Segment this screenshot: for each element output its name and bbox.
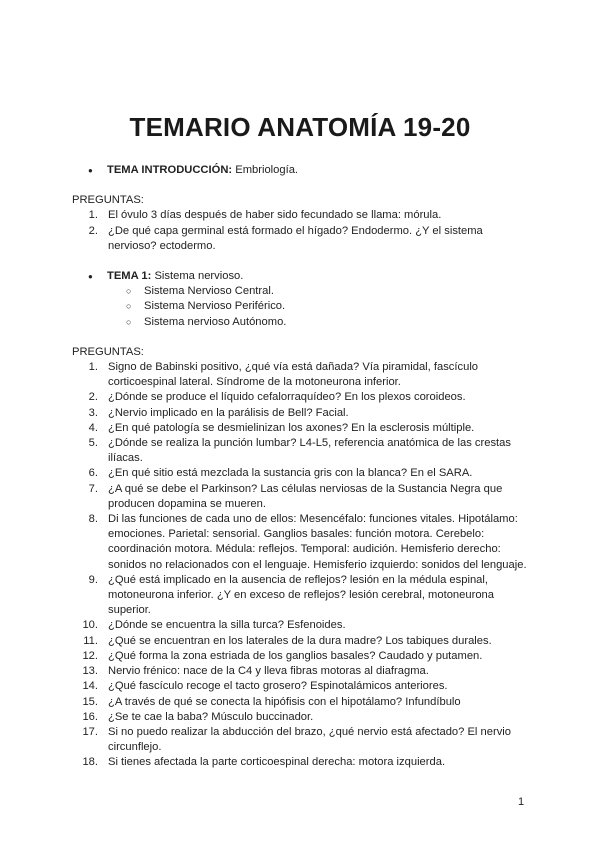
question-number: 17. bbox=[82, 725, 98, 738]
question-item bbox=[72, 421, 532, 436]
tema1-subitem: ○ Sistema Nervioso Central. bbox=[72, 284, 532, 299]
question-text: ¿Dónde se realiza la punción lumbar? L4-L5, referencia anatómica de las crestas ilíacas. bbox=[108, 437, 511, 465]
tema1-text: Sistema nervioso. bbox=[151, 270, 244, 283]
question-number: 15. bbox=[82, 695, 98, 708]
question-number: 18. bbox=[82, 756, 98, 769]
question-text: Signo de Babinski positivo, ¿qué vía está dañada? Vía piramidal, fascículo corticoespinal lateral. Síndrome de la motoneurona inferior. bbox=[108, 361, 479, 389]
question-text: ¿A través de qué se conecta la hipófisis con el hipotálamo? Infundíbulo bbox=[108, 695, 461, 708]
question-number: 7. bbox=[88, 482, 98, 495]
tema1-label: TEMA 1: bbox=[107, 270, 152, 283]
question-number: 4. bbox=[88, 421, 98, 434]
page-number: 1 bbox=[518, 796, 525, 808]
question-number: 9. bbox=[88, 573, 98, 586]
question-item bbox=[72, 755, 532, 770]
question-number: 1. bbox=[88, 209, 98, 222]
question-item bbox=[72, 679, 532, 694]
intro-label: TEMA INTRODUCCIÓN: bbox=[107, 164, 233, 176]
question-item bbox=[72, 512, 532, 573]
document-body bbox=[72, 163, 532, 771]
question-number: 6. bbox=[88, 467, 98, 480]
question-number: 8. bbox=[88, 513, 98, 526]
question-text: ¿Qué forma la zona estriada de los ganglios basales? Caudado y putamen. bbox=[108, 649, 483, 662]
question-text: Si no puedo realizar la abducción del brazo, ¿qué nervio está afectado? El nervio circunflejo. bbox=[108, 725, 512, 754]
question-text: Di las funciones de cada uno de ellos: Mesencéfalo: funciones vitales. Hipotálamo: emociones. Parietal: sensorial. Ganglios basales: función motora. Cerebelo: coordinación motora. Médula: reflejos. Temporal: audición. Hemisferio derecho: sonidos no relacionados con el lenguaje. Hemisferio izquierdo: sonidos del lenguaje. bbox=[108, 513, 527, 571]
question-number: 16. bbox=[82, 710, 98, 723]
question-item bbox=[72, 649, 532, 664]
question-text: ¿Qué se encuentran en los laterales de la dura madre? Los tabiques durales. bbox=[108, 634, 492, 647]
question-item bbox=[72, 360, 532, 390]
question-item bbox=[72, 710, 532, 725]
question-item bbox=[72, 618, 532, 633]
tema1-subitem: ○ Sistema Nervioso Periférico. bbox=[72, 299, 532, 314]
question-number: 10. bbox=[82, 619, 98, 632]
question-text: Nervio frénico: nace de la C4 y lleva fibras motoras al diafragma. bbox=[108, 665, 429, 678]
question-number: 14. bbox=[82, 680, 98, 693]
question-item bbox=[72, 573, 532, 619]
intro-topic bbox=[72, 163, 532, 178]
question-number: 2. bbox=[88, 224, 98, 237]
question-item bbox=[72, 208, 532, 223]
question-text: ¿Dónde se encuentra la silla turca? Esfenoides. bbox=[108, 619, 346, 632]
question-number: 3. bbox=[88, 406, 98, 419]
question-number: 11. bbox=[83, 634, 98, 647]
questions-list-1 bbox=[72, 208, 532, 254]
question-number: 2. bbox=[88, 391, 98, 404]
question-text: ¿Qué está implicado en la ausencia de reflejos? lesión en la médula espinal, motoneurona inferior. ¿Y en exceso de reflejos? lesión cerebral, motoneurona superior. bbox=[108, 573, 494, 617]
question-text: ¿De qué capa germinal está formado el hígado? Endodermo. ¿Y el sistema nervioso? ectodermo. bbox=[108, 224, 483, 252]
tema1-topic bbox=[72, 269, 532, 284]
questions-heading-1: PREGUNTAS: bbox=[72, 194, 144, 207]
question-number: 1. bbox=[88, 361, 98, 374]
question-text: ¿Nervio implicado en la parálisis de Bell? Facial. bbox=[108, 406, 349, 419]
question-item bbox=[72, 634, 532, 649]
tema1-subitem: ○ Sistema nervioso Autónomo. bbox=[72, 315, 532, 330]
question-text: ¿Dónde se produce el líquido cefalorraquídeo? En los plexos coroideos. bbox=[108, 391, 466, 404]
question-text: ¿En qué patología se desmielinizan los axones? En la esclerosis múltiple. bbox=[108, 421, 475, 434]
question-item bbox=[72, 466, 532, 481]
question-item bbox=[72, 406, 532, 421]
questions-list-2 bbox=[72, 360, 532, 770]
question-text: ¿En qué sitio está mezclada la sustancia gris con la blanca? En el SARA. bbox=[108, 467, 473, 480]
question-text: Si tienes afectada la parte corticoespinal derecha: motora izquierda. bbox=[108, 756, 446, 769]
question-item bbox=[72, 725, 532, 755]
question-item bbox=[72, 390, 532, 405]
question-item bbox=[72, 695, 532, 710]
intro-text: Embriología. bbox=[232, 164, 299, 176]
question-item bbox=[72, 482, 532, 512]
question-item bbox=[72, 664, 532, 679]
question-number: 13. bbox=[82, 665, 98, 678]
question-number: 5. bbox=[88, 437, 98, 450]
question-number: 12. bbox=[82, 649, 98, 662]
question-text: ¿Se te cae la baba? Músculo buccinador. bbox=[108, 710, 314, 723]
question-text: El óvulo 3 días después de haber sido fecundado se llama: mórula. bbox=[108, 209, 442, 222]
question-item bbox=[72, 436, 532, 466]
question-item bbox=[72, 224, 532, 254]
question-text: ¿Qué fascículo recoge el tacto grosero? Espinotalámicos anteriores. bbox=[108, 680, 448, 693]
document-title: TEMARIO ANATOMÍA 19-20 bbox=[129, 112, 471, 142]
questions-heading-2: PREGUNTAS: bbox=[72, 345, 144, 358]
question-text: ¿A qué se debe el Parkinson? Las células nerviosas de la Sustancia Negra que producen dopamina se mueren. bbox=[108, 482, 503, 510]
